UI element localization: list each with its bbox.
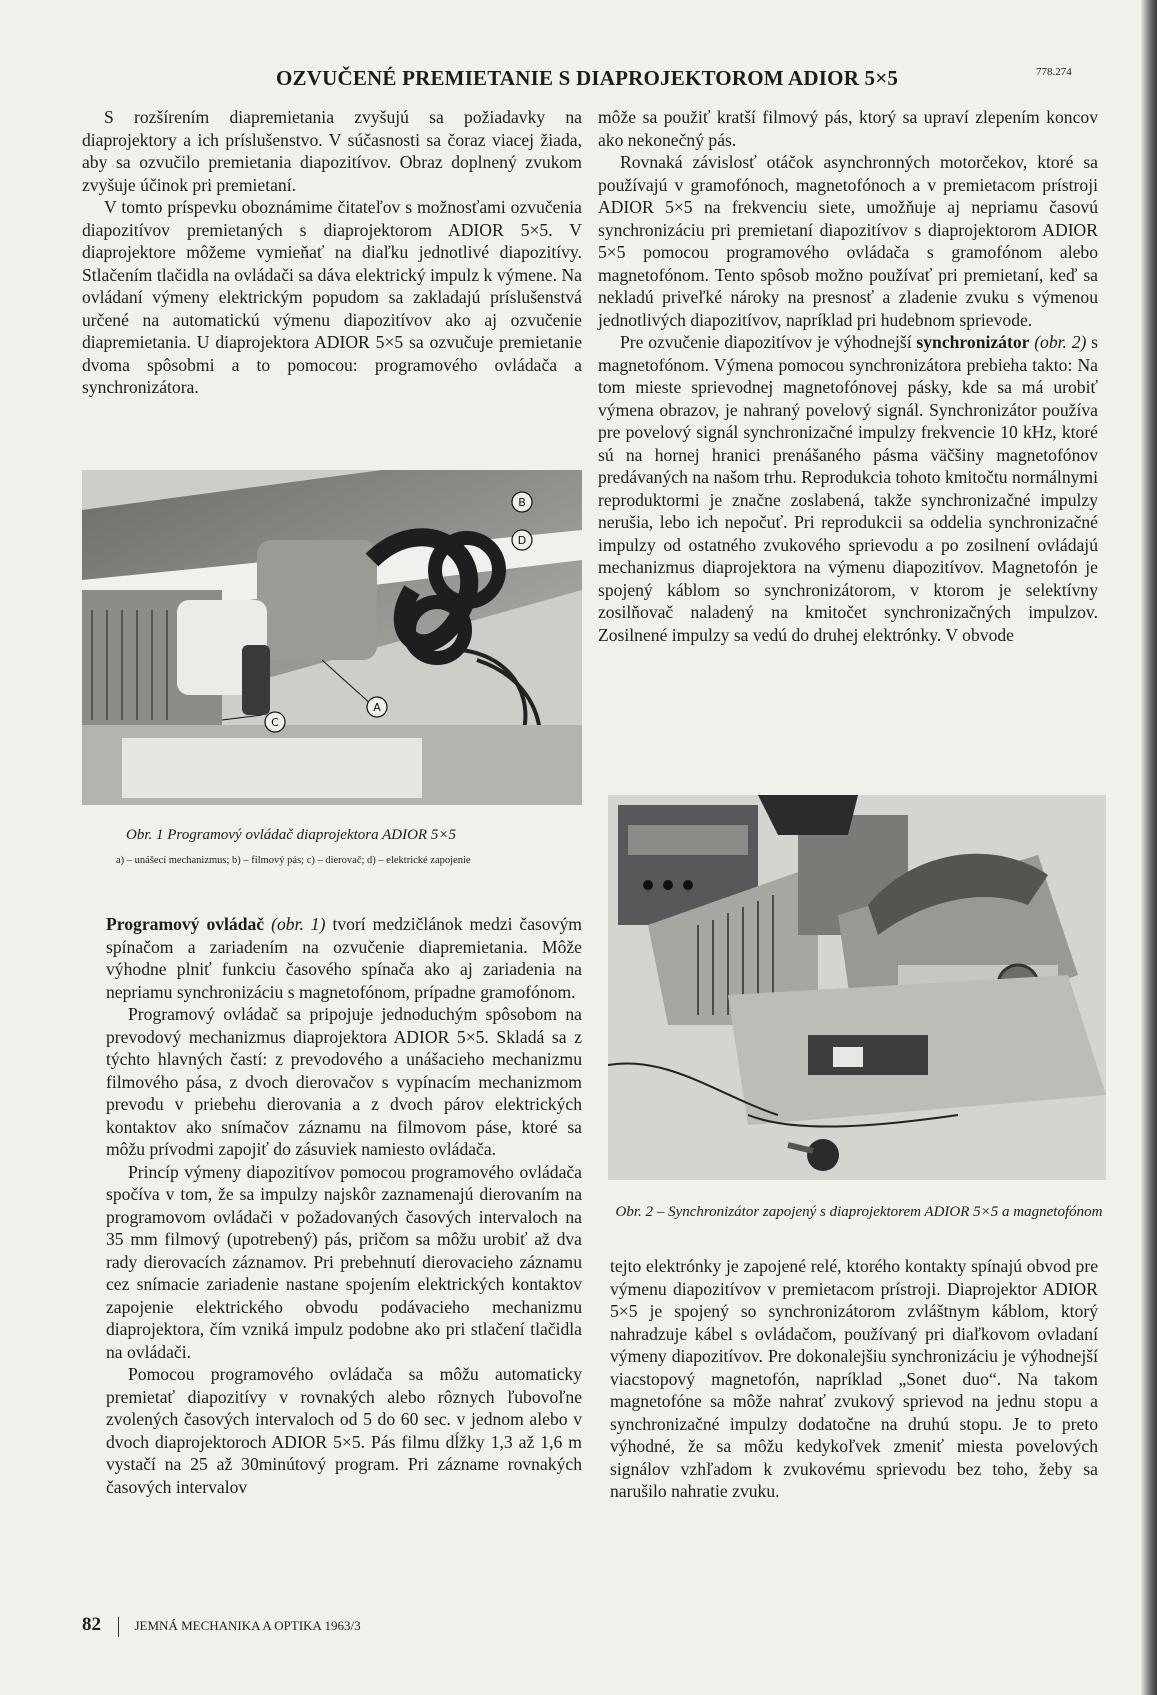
journal-name: JEMNÁ MECHANIKA A OPTIKA 1963/3 <box>134 1618 361 1633</box>
paragraph-text: tvorí medzičlánok medzi časovým spínačom a zariadením na ozvučenie diapremietania. Môže výhodne plniť funkciu časového spínača ako aj zariadenia na nepriamu synchronizáciu s magnetofónom, prípadne gramofónom. <box>106 914 582 1002</box>
program-controller-photo <box>82 470 582 805</box>
term-programovy-ovladac: Programový ovládač <box>106 914 265 934</box>
article-title: OZVUČENÉ PREMIETANIE S DIAPROJEKTOROM ADIOR 5×5 <box>276 66 899 90</box>
paragraph <box>598 331 1098 646</box>
paragraph <box>106 913 582 1003</box>
label-c: C <box>271 716 279 729</box>
paragraph: tejto elektrónky je zapojené relé, ktorého kontakty spínajú obvod pre výmenu diapozitívov v premietacom prístroji. Diaprojektor ADIOR 5×5 je spojený so synchronizátorom zvláštnym káblom, ktorý nahradzuje kábel s ovládačom, používaný pri diaľkovom ovladaní výmeny diapozitívov. Pre dokonalejšiu synchronizáciu je výhodnejší viacstopový magnetofón, napríklad „Sonet duo“. Na takom magnetofóne sa môže nahrať zvukový sprievod na jednu stopu a synchronizačné impulzy dodatočne na druhú stopu. Je to preto výhodné, že sa môžu kedykoľvek zmeniť miesta povelových signálov vzhľadom k zvukovému sprievodu bez toho, žeby sa narušilo nahratie zvuku. <box>610 1256 1098 1501</box>
paragraph: S rozšírením diapremietania zvyšujú sa požiadavky na diaprojektory a ich príslušenstvo. V súčasnosti sa čoraz viacej žiada, aby sa ozvučilo premietania diapozitívov. Obraz doplnený zvukom zvyšuje účinok pri premietaní. <box>82 107 582 195</box>
page-number: 82 <box>82 1614 101 1635</box>
paragraph-text: Pre ozvučenie diapozitívov je výhodnejší <box>620 332 912 352</box>
figure-2-photo <box>608 795 1106 1180</box>
paragraph-text: s magnetofónom. Výmena pomocou synchronizátora prebieha takto: Na tom mieste sprievodnej magnetofónovej pásky, kde sa má urobiť výmena obrazov, je nahraný povelový signál. Synchronizátor používa pre povelový signál synchronizačné impulzy frekvencie 10 kHz, ktoré sú na hornej hranici prenášaného pásma väčšiny magnetofónov predávaných na našom trhu. Reprodukcia tohoto kmitočtu normálnymi reproduktormi je značne zoslabená, takže synchronizačné impulzy nerušia, lebo ich nepočuť. Pri reprodukcii sa oddelia synchronizačné impulzy od ostatného zvukového sprievodu a po zosilnení ovládajú mechanizmus diaprojektora na výmenu diapozitívov. Magnetofón je spojený káblom so synchronizátorom, v ktorom je selektívny zosilňovač naladený na kmitočet synchronizačných impulzov. Zosilnené impulzy sa vedú do druhej elektrónky. V obvode <box>598 332 1098 645</box>
figure-1-photo <box>82 470 582 805</box>
figure-1-title: Programový ovládač diaprojektora ADIOR 5×5 <box>167 827 456 843</box>
figure-1-legend: a) – unášecí mechanizmus; b) – filmový pás; c) – dierovač; d) – elektrické zapojenie <box>116 855 471 866</box>
figure-2-caption <box>612 1203 1106 1222</box>
figure-1-caption <box>126 827 586 844</box>
paragraph: môže sa použiť kratší filmový pás, ktorý sa upraví zlepením koncov ako nekonečný pás. <box>598 107 1098 150</box>
figure-reference: (obr. 2) <box>1034 332 1087 352</box>
term-synchronizator: synchronizátor <box>916 332 1030 352</box>
figure-reference: (obr. 1) <box>271 914 326 934</box>
label-a: A <box>373 701 381 714</box>
label-d: D <box>517 534 527 547</box>
figure-1-number: Obr. 1 <box>126 827 164 843</box>
paragraph: Princíp výmeny diapozitívov pomocou programového ovládača spočíva v tom, že sa impulzy najskôr zaznamenajú dierovaním na programovom ovládači v požadovaných časových intervaloch na 35 mm filmový (upotrebený) pás, pričom sa môžu urobiť až dva rady dierovacích záznamov. Pri prebehnutí dierovacieho záznamu cez snímacie zariadenie nastane spojením elektrických kontaktov zapojenie elektrického obvodu podávacieho mechanizmu diaprojektora, čím vzniká impulz podobne ako pri stlačení tlačidla na ovládači. <box>106 1161 582 1362</box>
page-footer <box>82 1614 682 1637</box>
udc-code: 778.274 <box>1036 66 1072 78</box>
right-column-top <box>598 106 1098 646</box>
label-b: B <box>518 496 526 509</box>
page-edge-shadow <box>1141 0 1157 1695</box>
figure-2-number: Obr. 2 <box>615 1204 654 1220</box>
synchronizer-setup-photo <box>608 795 1106 1180</box>
figure-2-title: – Synchronizátor zapojený s diaprojektorem ADIOR 5×5 a magnetofónom <box>656 1204 1103 1220</box>
paragraph: Programový ovládač sa pripojuje jednoduchým spôsobom na prevodový mechanizmus diaprojektora ADIOR 5×5. Skladá sa z týchto hlavných častí: z prevodového a unášacieho mechanizmu filmového pása, z dvoch dierovačov s vypínacím mechanizmom prevodu v priebehu dierovania a z dvoch párov elektrických kontaktov ako snímačov záznamu na filmovom páse, ktoré sa môžu prívodmi zapojiť do zásuviek namiesto ovládača. <box>106 1004 582 1159</box>
paragraph: Rovnaká závislosť otáčok asynchronných motorčekov, ktoré sa používajú v gramofónoch, magnetofónoch a v premietacom prístroji ADIOR 5×5 na frekvenciu siete, umožňuje aj nepriamu časovú synchronizáciu pri premietaní diapozitívov s diaprojektorom ADIOR 5×5 pomocou programového ovládača s gramofónom alebo magnetofónom. Tento spôsob možno používať pri premietaní, keď sa nekladú priveľké nároky na presnosť a zladenie zvuku s výmenou jednotlivých diapozitívov, napríklad pri hudebnom sprievode. <box>598 152 1098 330</box>
footer-divider <box>118 1617 119 1637</box>
paragraph: Pomocou programového ovládača sa môžu automaticky premietať diapozitívy v rovnakých alebo rôznych ľubovoľne zvolených časových intervaloch od 5 do 60 sec. v jednom alebo v dvoch diaprojektoroch ADIOR 5×5. Pás filmu dĺžky 1,3 až 1,6 m vystačí na 25 až 30minútový program. Pri zázname rovnakých časových intervalov <box>106 1364 582 1497</box>
paragraph: V tomto príspevku oboznámime čitateľov s možnosťami ozvučenia diapozitívov premietaných s diaprojektorom ADIOR 5×5. V diaprojektore môžeme vymieňať na diaľku jednotlivé diapozitívy. Stlačením tlačidla na ovládači sa dáva elektrický impulz k výmene. Na ovládaní výmeny elektrickým popudom sa zakladajú príslušenstvá určené na automatickú výmenu diapozitívov ako aj ozvučenie diapremietania. U diaprojektora ADIOR 5×5 sa ozvučuje premietanie dvoma spôsobmi a to pomocou: programového ovládača a synchronizátora. <box>82 197 582 397</box>
left-column-top <box>82 106 582 399</box>
left-column-bottom <box>106 913 582 1498</box>
right-column-bottom <box>610 1255 1098 1503</box>
